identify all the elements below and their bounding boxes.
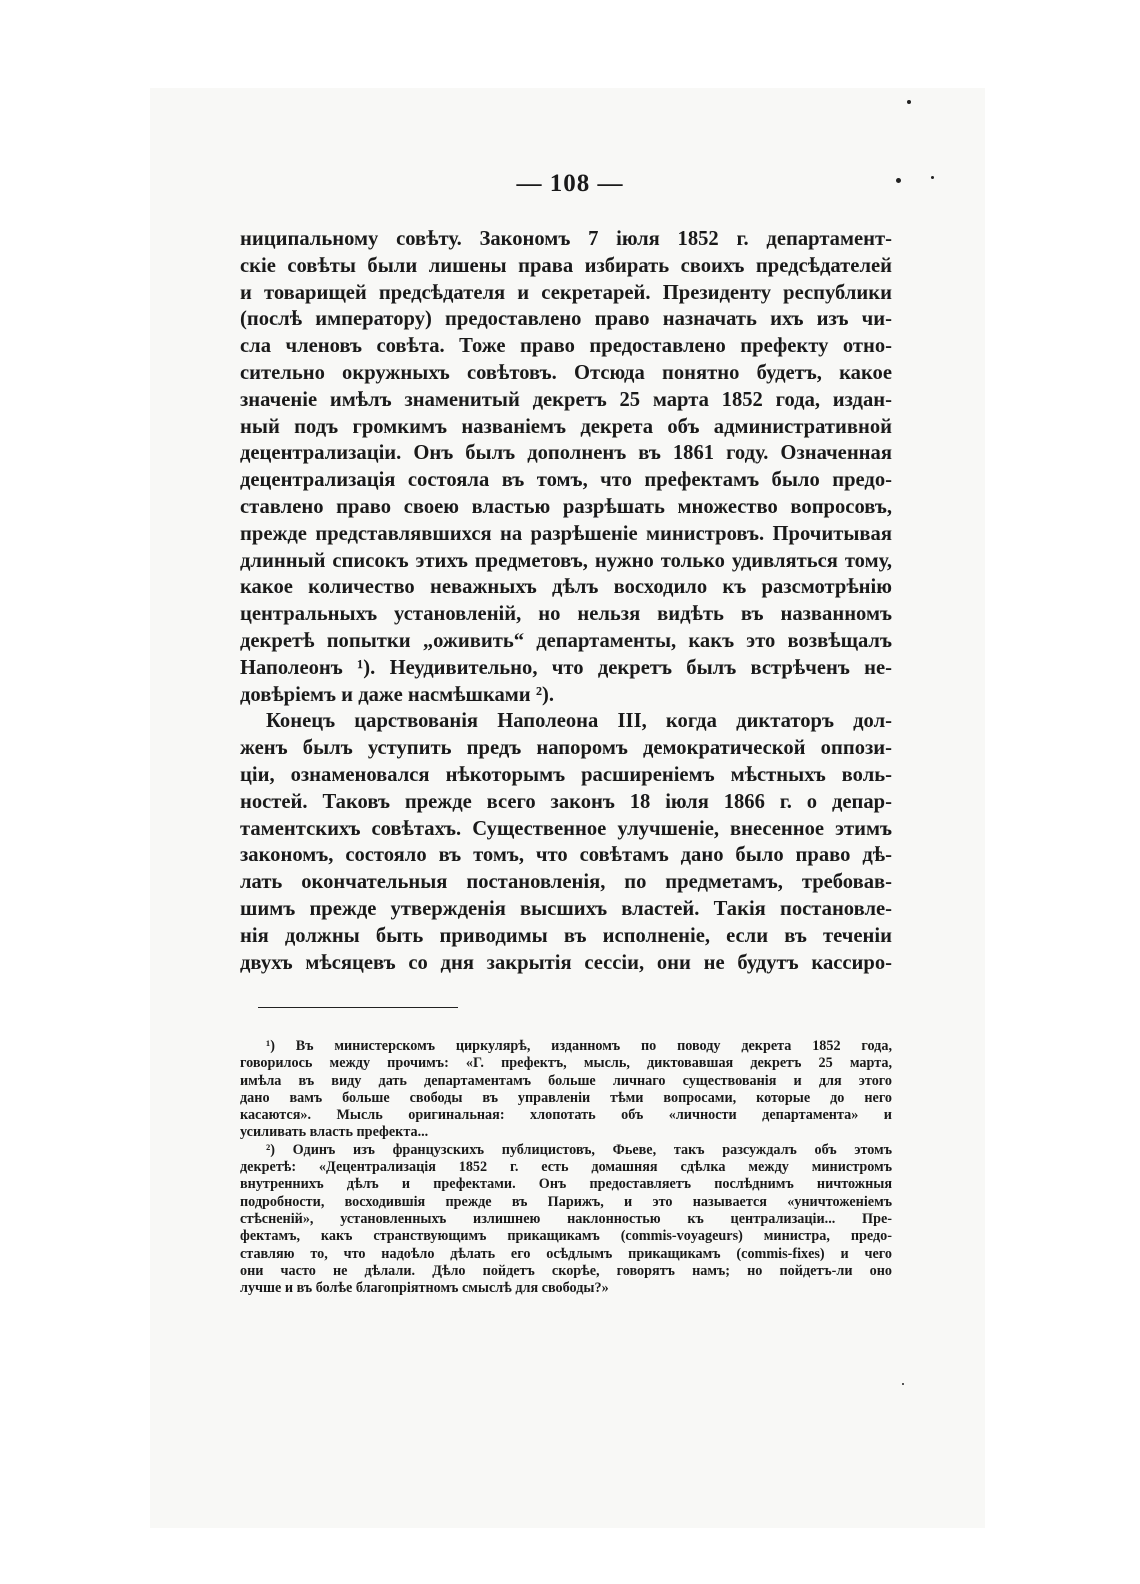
- footnote-separator: [258, 1007, 458, 1008]
- footnote-line: фектамъ, какъ странствующимъ прикащикамъ (commis-voyageurs) министра, предо-: [240, 1228, 892, 1245]
- text-line: и товарищей предсѣдателя и секретарей. Президенту республики: [240, 281, 892, 304]
- text-line: таментскихъ совѣтахъ. Существенное улучшеніе, внесенное этимъ: [240, 817, 892, 840]
- text-line: шимъ прежде утвержденія высшихъ властей. Такія постановле-: [240, 897, 892, 920]
- text-line: довѣріемъ и даже насмѣшками ²).: [240, 683, 555, 706]
- main-text: [240, 226, 892, 976]
- page-number: — 108 —: [516, 170, 624, 197]
- text-line: декретѣ попытки „оживить“ департаменты, какъ это возвѣщалъ: [240, 629, 892, 652]
- text-line: закономъ, состояло въ томъ, что совѣтамъ дано было право дѣ-: [240, 844, 892, 867]
- text-line: нія должны быть приводимы въ исполненіе, если въ теченіи: [240, 924, 892, 947]
- text-line: женъ былъ уступить предъ напоромъ демократической оппози-: [240, 737, 892, 760]
- footnote-line: ставляю то, что надоѣло дѣлать его осѣдлымъ прикащикамъ (commis-fixes) и чего: [240, 1245, 892, 1262]
- footnote-line: декретѣ: «Децентрализація 1852 г. есть домашняя сдѣлка между министромъ: [240, 1159, 892, 1176]
- footnote-line: усиливать власть префекта...: [240, 1124, 429, 1141]
- text-line: ціи, ознаменовался нѣкоторымъ расширеніемъ мѣстныхъ воль-: [240, 763, 892, 786]
- text-line: децентрализація состояла въ томъ, что префектамъ было предо-: [240, 469, 892, 492]
- text-line: значеніе имѣлъ знаменитый декретъ 25 марта 1852 года, издан-: [240, 388, 892, 411]
- margin-speck: [902, 1383, 904, 1385]
- text-line: какое количество неважныхъ дѣлъ восходило къ разсмотрѣнію: [240, 576, 892, 599]
- text-line: скіе совѣты были лишены права избирать своихъ предсѣдателей: [240, 254, 892, 277]
- text-line: (послѣ императору) предоставлено право назначать ихъ изъ чи-: [240, 308, 892, 331]
- text-line: сла членовъ совѣта. Тоже право предоставлено префекту отно-: [240, 335, 892, 358]
- footnote-line: дано вамъ больше свободы въ управленіи тѣми вопросами, которые до него: [240, 1089, 892, 1106]
- footnote-line: имѣла въ виду дать департаментамъ больше личнаго существованія и для этого: [240, 1072, 892, 1089]
- footnote-line: говорилось между прочимъ: «Г. префектъ, мысль, диктовавшая декретъ 25 марта,: [240, 1055, 892, 1072]
- text-line: лать окончательныя постановленія, по предметамъ, требовав-: [240, 871, 892, 894]
- text-line: ниципальному совѣту. Закономъ 7 іюля 1852 г. департамент-: [240, 228, 892, 250]
- text-line: центральныхъ установленій, но нельзя видѣть въ названномъ: [240, 603, 892, 626]
- text-line: прежде представлявшихся на разрѣшеніе министровъ. Прочитывая: [240, 522, 892, 545]
- footnote-line: касаются». Мысль оригинальная: хлопотать объ «личности департамента» и: [240, 1107, 892, 1124]
- text-line: децентрализаціи. Онъ былъ дополненъ въ 1861 году. Означенная: [240, 442, 892, 465]
- footnote-line: стѣсненій», установленныхъ излишнею наклонностью къ централизаціи... Пре-: [240, 1210, 892, 1227]
- text-line: сительно окружныхъ совѣтовъ. Отсюда понятно будетъ, какое: [240, 361, 892, 384]
- footnote-line: ¹) Въ министерскомъ циркулярѣ, изданномъ по поводу декрета 1852 года,: [266, 1038, 892, 1054]
- text-line: двухъ мѣсяцевъ со дня закрытія сессіи, они не будутъ кассиро-: [240, 951, 892, 974]
- text-line: ный подъ громкимъ названіемъ декрета объ административной: [240, 415, 892, 438]
- footnote-line: подробности, восходившія прежде въ Парижъ, и это называется «уничтоженіемъ: [240, 1193, 892, 1210]
- text-line: ставлено право своею властью разрѣшать множество вопросовъ,: [240, 495, 892, 518]
- text-line: Конецъ царствованія Наполеона III, когда диктаторъ дол-: [266, 710, 892, 733]
- text-line: ностей. Таковъ прежде всего законъ 18 іюля 1866 г. о депар-: [240, 790, 892, 813]
- footnote-line: внутреннихъ дѣлъ и префектами. Онъ предоставляетъ послѣднимъ ничтожныя: [240, 1176, 892, 1193]
- footnotes: [240, 1038, 892, 1297]
- text-line: длинный списокъ этихъ предметовъ, нужно только удивляться тому,: [240, 549, 892, 572]
- footnote-line: они часто не дѣлали. Дѣло пойдетъ скорѣе, говорятъ намъ; но пойдетъ-ли оно: [240, 1262, 892, 1279]
- footnote-line: лучше и въ болѣе благопріятномъ смыслѣ для свободы?»: [240, 1280, 609, 1297]
- margin-speck: [907, 100, 911, 104]
- footnote-line: ²) Одинъ изъ французскихъ публицистовъ, Фьеве, такъ разсуждалъ объ этомъ: [266, 1141, 892, 1158]
- text-line: Наполеонъ ¹). Неудивительно, что декретъ былъ встрѣченъ не-: [240, 656, 892, 679]
